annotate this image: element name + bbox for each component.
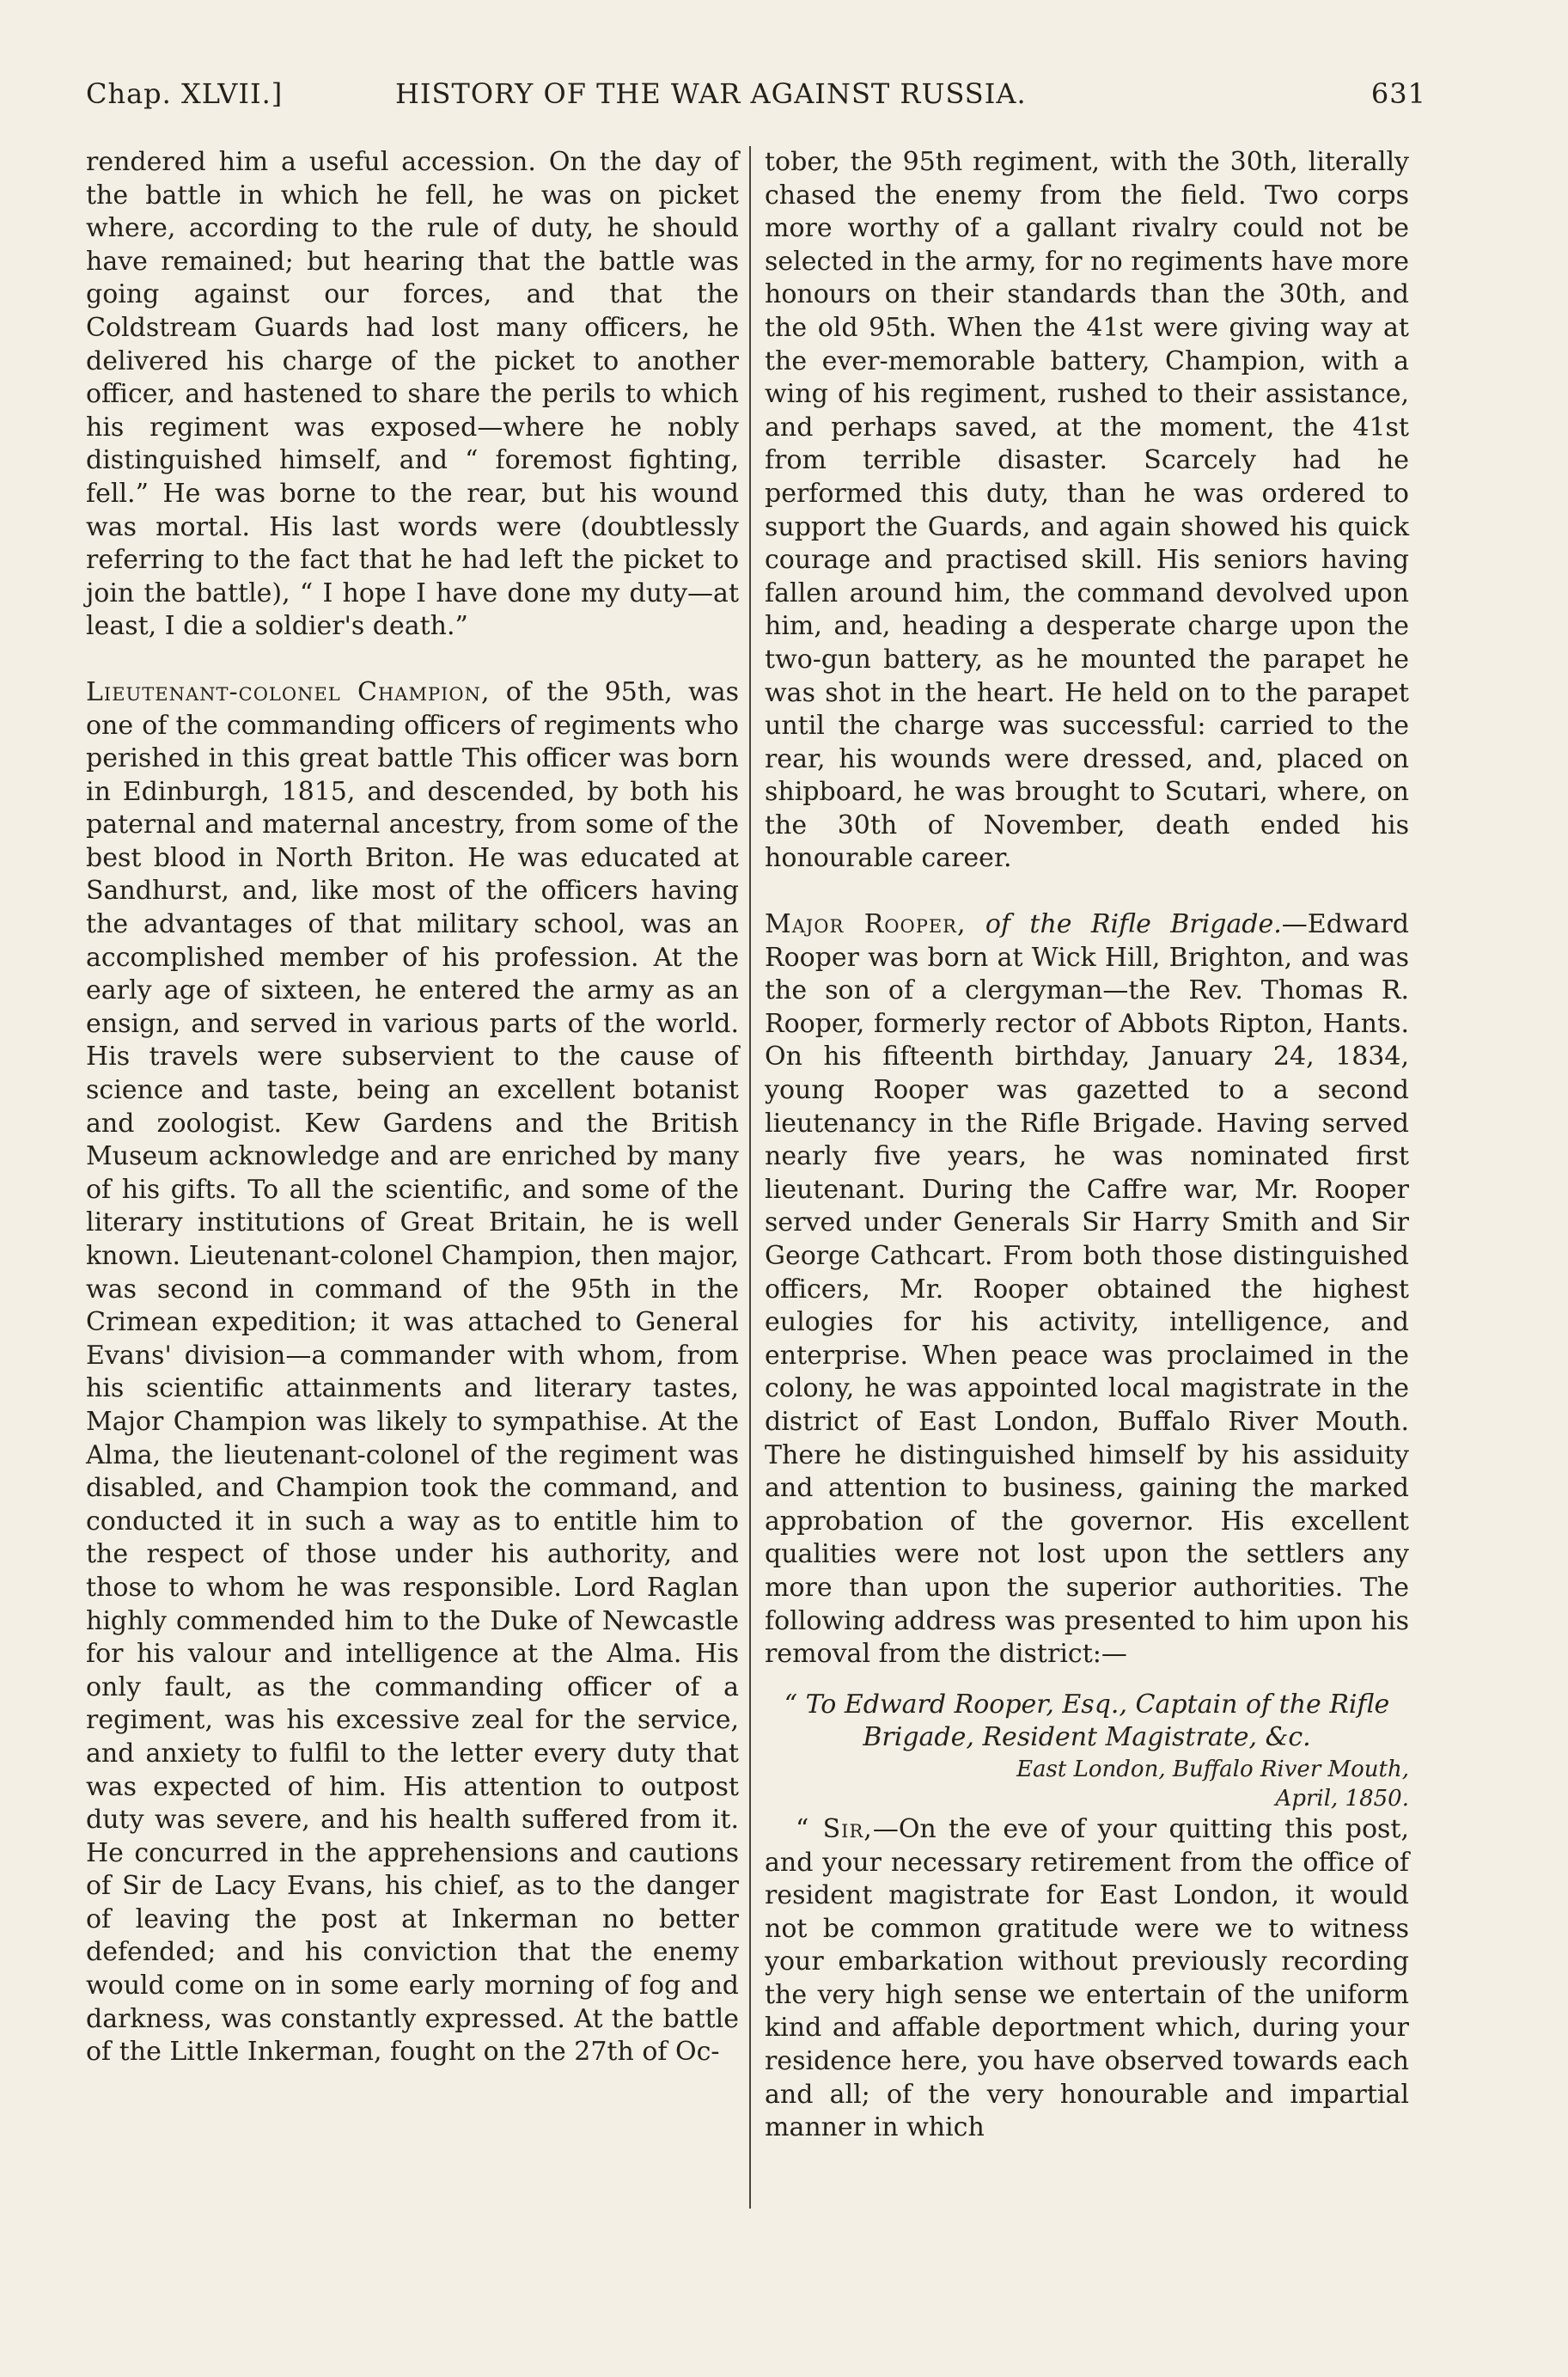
running-header xyxy=(86,77,1426,125)
paragraph-text: of the 95th, was one of the commanding officers of regiments who perished in this great battle This officer was born in Edinburgh, 1815, and descended, by both his paternal and maternal ancestry, from some of the best blood in North Briton. He was educated at Sandhurst, and, like most of the officers having the advantages of that military school, was an accomplished member of his profession. At the early age of sixteen, he entered the army as an ensign, and served in various parts of the world. His travels were subservient to the cause of science and taste, being an excellent botanist and zoologist. Kew Gardens and the British Museum acknowledge and are enriched by many of his gifts. To all the scientific, and some of the literary institutions of Great Britain, he is well known. Lieutenant-colonel Champion, then major, was second in command of the 95th in the Crimean expedition; it was attached to General Evans' division—a commander with whom, from his scientific attainments and literary tastes, Major Champion was likely to sympathise. At the Alma, the lieutenant-colonel of the regiment was disabled, and Champion took the command, and conducted it in such a way as to entitle him to the respect of those under his authority, and those to whom he was responsible. Lord Raglan highly commended him to the Duke of Newcastle for his valour and intelligence at the Alma. His only fault, as the commanding officer of a regiment, was his excessive zeal for the service, and anxiety to fulfil to the letter every duty that was expected of him. His attention to outpost duty was severe, and his health suffered from it. He concurred in the apprehensions and cautions of Sir de Lacy Evans, his chief, as to the danger of leaving the post at Inkerman no better defended; and his conviction that the enemy would come on in some early morning of fog and darkness, was constantly expressed. At the battle of the Little Inkerman, fought on the 27th of Oc- xyxy=(86,676,739,2068)
letter-body xyxy=(765,1813,1409,2145)
paragraph xyxy=(86,676,739,2069)
letter-salutation: “ Sir, xyxy=(796,1813,873,1844)
entry-heading: Major Rooper, xyxy=(765,909,967,940)
paragraph-gap xyxy=(765,1671,1409,1689)
letter-address: “ To Edward Rooper, Esq., Captain of the Rifle Brigade, Resident Magistrate, &c. xyxy=(784,1689,1390,1753)
paragraph: tober, the 95th regiment, with the 30th, literally chased the enemy from the field. Two corps more worthy of a gallant rivalry could not be selected in the army, for no regiments have more honours on their standards than the 30th, and the old 95th. When the 41st were giving way at the ever-memorable battery, Champion, with a wing of his regiment, rushed to their assistance, and perhaps saved, at the moment, the 41st from terrible disaster. Scarcely had he performed this duty, than he was ordered to support the Guards, and again showed his quick courage and practised skill. His seniors having fallen around him, the command devolved upon him, and, heading a desperate charge upon the two-gun battery, as he mounted the parapet he was shot in the heart. He held on to the parapet until the charge was successful: carried to the rear, his wounds were dressed, and, placed on shipboard, he was brought to Scutari, where, on the 30th of November, death ended his honourable career. xyxy=(765,147,1409,874)
entry-heading: Lieutenant-colonel Champion, xyxy=(86,676,491,707)
page-number: 631 xyxy=(1370,77,1426,110)
paragraph-text: —Edward Rooper was born at Wick Hill, Brighton, and was the son of a clergyman—the Rev. Thomas R. Rooper, formerly rector of Abbots Ripton, Hants. On his fifteenth birthday, January 24, 1834, young Rooper was gazetted to a second lieutenancy in the Rifle Brigade. Having served nearly five years, he was nominated first lieutenant. During the Caffre war, Mr. Rooper served under Generals Sir Harry Smith and Sir George Cathcart. From both those distinguished officers, Mr. Rooper obtained the highest eulogies for his activity, intelligence, and enterprise. When peace was proclaimed in the colony, he was appointed local magistrate in the district of East London, Buffalo River Mouth. There he distinguished himself by his assiduity and attention to business, gaining the marked approbation of the governor. His excellent qualities were not lost upon the settlers any more than upon the superior authorities. The following address was presented to him upon his removal from the district:— xyxy=(765,909,1410,1670)
letter-dateline-place: East London, Buffalo River Mouth, xyxy=(1016,1756,1409,1782)
letter-text: —On the eve of your quitting this post, and your necessary retirement from the office of resident magistrate for East London, it would not be common gratitude were we to witness your embarkation without previously recording the very high sense we entertain of the uniform kind and affable deportment which, during your residence here, you have observed towards each and all; of the very honourable and impartial manner in which xyxy=(765,1813,1409,2143)
paragraph: rendered him a useful accession. On the day of the battle in which he fell, he was on picket where, according to the rule of duty, he should have remained; but hearing that the battle was going against our forces, and that the Coldstream Guards had lost many officers, he delivered his charge of the picket to another officer, and hastened to share the perils to which his regiment was exposed—where he nobly distinguished himself, and “ foremost fighting, fell.” He was borne to the rear, but his wound was mortal. His last words were (doubtlessly referring to the fact that he had left the picket to join the battle), “ I hope I have done my duty—at least, I die a soldier's death.” xyxy=(86,147,739,642)
running-title: HISTORY OF THE WAR AGAINST RUSSIA. xyxy=(395,77,1027,110)
column-divider xyxy=(749,146,751,2209)
right-column xyxy=(765,146,1409,2145)
paragraph xyxy=(765,908,1409,1671)
chapter-label: Chap. XLVII.] xyxy=(86,77,284,110)
left-column xyxy=(86,146,739,2069)
entry-subheading: of the Rifle Brigade. xyxy=(966,909,1282,940)
letter-dateline-date: April, 1850. xyxy=(1275,1785,1409,1812)
paragraph-gap xyxy=(86,644,739,676)
paragraph-gap xyxy=(765,876,1409,908)
